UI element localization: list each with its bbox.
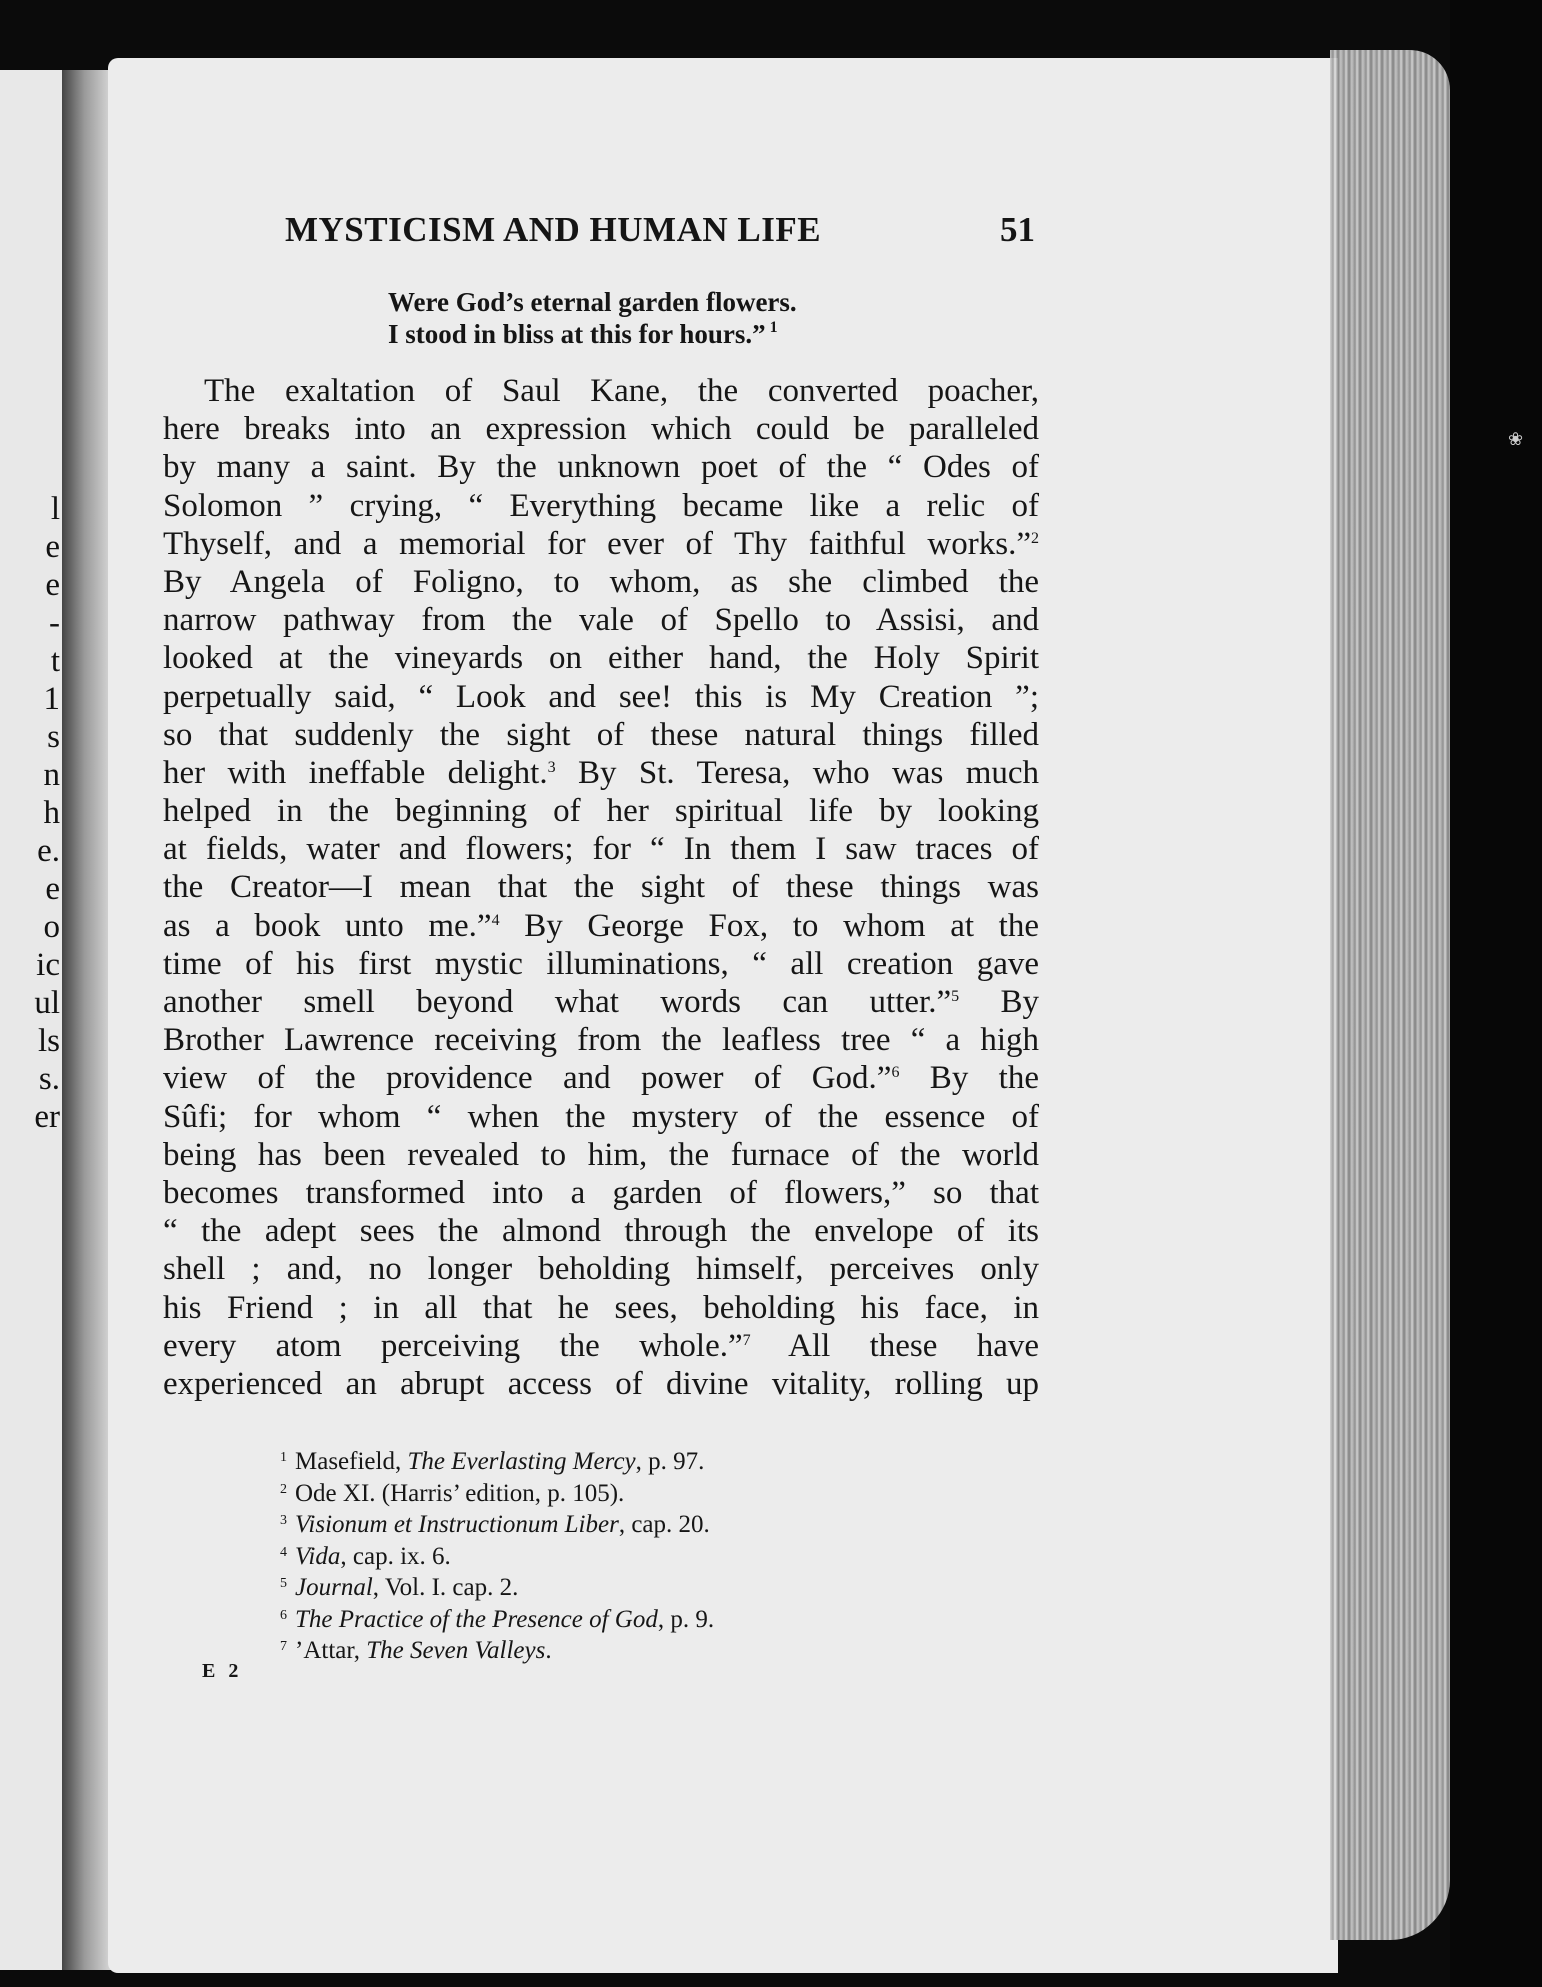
footnote-number: 5 (280, 1576, 287, 1591)
footnote (280, 1635, 840, 1667)
footnote-citation: , cap. ix. 6. (340, 1542, 451, 1570)
text-line-content: helped in the beginning of her spiritual life by looking (163, 793, 1039, 830)
footnote (280, 1478, 840, 1510)
text-line-content: by many a saint. By the unknown poet of the “ Odes of (163, 449, 1039, 486)
text-line (163, 945, 1039, 983)
verse-quote (388, 286, 948, 350)
footnote-marker: 7 (742, 1331, 751, 1349)
footnote-citation: , p. 97. (635, 1448, 705, 1475)
facing-page-fragment: - (49, 605, 60, 641)
facing-page-fragment: ul (34, 985, 60, 1021)
text-line-content: Thyself, and a memorial for ever of Thy faithful works.” (163, 525, 1031, 562)
text-line (163, 1136, 1039, 1174)
text-line-content: her with ineffable delight. (163, 754, 548, 791)
text-line-content: his Friend ; in all that he sees, beholding his face, in (163, 1289, 1039, 1326)
signature-mark: E 2 (202, 1660, 243, 1682)
text-line-content: experienced an abrupt access of divine vitality, rolling up (163, 1365, 1039, 1402)
facing-page-fragment: er (34, 1099, 60, 1135)
verse-line (388, 286, 948, 318)
facing-page-fragment: e (45, 871, 60, 907)
footnote-number: 4 (280, 1544, 287, 1560)
body-text (163, 372, 1039, 1403)
text-line (163, 716, 1039, 754)
facing-page-fragment: l (50, 491, 60, 527)
text-line-content: “ the adept sees the almond through the envelope of its (163, 1213, 1039, 1250)
footnote-text: Ode XI. (Harris’ edition, p. 105). (295, 1479, 625, 1507)
background-dark (1450, 0, 1542, 1987)
text-line (163, 1212, 1039, 1250)
facing-page-fragment: o (43, 909, 60, 945)
page-title: MYSTICISM AND HUMAN LIFE (285, 210, 822, 249)
footnote-number: 1 (280, 1450, 287, 1465)
text-line (163, 907, 1039, 945)
text-line (163, 1289, 1039, 1327)
footnote-citation: . (545, 1637, 552, 1664)
footnote-citation: , Vol. I. cap. 2. (372, 1574, 519, 1601)
footnote-marker: 6 (891, 1064, 900, 1082)
footnote-number: 7 (280, 1639, 287, 1654)
footnote (280, 1446, 840, 1478)
footnote-number: 2 (280, 1481, 287, 1497)
text-line (163, 639, 1039, 677)
text-line-content: as a book unto me.” (163, 907, 492, 944)
facing-page-fragment: e (45, 529, 60, 565)
footnote-text: Masefield, (295, 1448, 408, 1475)
text-line-content: looked at the vineyards on either hand, the Holy Spirit (163, 640, 1039, 677)
facing-page-fragment: s. (38, 1061, 60, 1097)
text-line (163, 868, 1039, 906)
text-line (163, 1059, 1039, 1097)
text-line-content: every atom perceiving the whole.” (163, 1327, 743, 1364)
footnote-work-title: Visionum et Instructionum Liber (295, 1511, 619, 1538)
text-line-continuation: By St. Teresa, who was much (555, 754, 1039, 791)
footnote-work-title: Journal (295, 1574, 373, 1601)
page-edges (1330, 50, 1450, 1940)
text-line (163, 1327, 1039, 1365)
footnote-work-title: The Practice of the Presence of God (295, 1605, 658, 1633)
text-line-content: at fields, water and flowers; for “ In them I saw traces of (163, 831, 1039, 868)
facing-page-fragment: s (47, 719, 60, 755)
facing-page-fragment: e (45, 567, 60, 603)
text-line (163, 1365, 1039, 1403)
facing-page (0, 70, 62, 1970)
verse-line-text: I stood in bliss at this for hours.” (388, 319, 766, 349)
text-line-content: narrow pathway from the vale of Spello to Assisi, and (163, 602, 1039, 639)
footnote-work-title: The Seven Valleys (366, 1637, 546, 1664)
running-head (285, 210, 1035, 260)
facing-page-fragment: e. (37, 833, 60, 869)
footnote-text: ’Attar, (295, 1637, 367, 1664)
text-line (163, 448, 1039, 486)
footnote-marker: 1 (765, 319, 778, 336)
facing-page-fragment: t (50, 643, 60, 679)
text-line (163, 1021, 1039, 1059)
text-line (163, 792, 1039, 830)
text-line (163, 525, 1039, 563)
text-line-content: Brother Lawrence receiving from the leafless tree “ a high (163, 1022, 1039, 1059)
text-line-content: being has been revealed to him, the furnace of the world (163, 1136, 1039, 1173)
book-gutter (62, 70, 112, 1970)
text-line (163, 1250, 1039, 1288)
verse-line (388, 318, 948, 350)
footnote-marker: 2 (1031, 529, 1039, 547)
text-line (163, 372, 1039, 410)
text-line (163, 830, 1039, 868)
text-line-content: time of his first mystic illuminations, “ all creation gave (163, 945, 1039, 982)
text-line (163, 983, 1039, 1021)
text-line (163, 754, 1039, 792)
text-line-content: shell ; and, no longer beholding himself, perceives only (163, 1251, 1039, 1288)
facing-page-fragment: n (43, 757, 60, 793)
footnote-marker: 4 (491, 911, 500, 929)
footnote (280, 1604, 840, 1636)
footnote-number: 6 (280, 1607, 287, 1623)
footnote-work-title: Vida (295, 1542, 341, 1570)
facing-page-fragment: ls (37, 1023, 60, 1059)
text-line-continuation: All these have (750, 1327, 1039, 1364)
facing-page-text-fragments (0, 490, 60, 1136)
facing-page-fragment: h (43, 795, 60, 831)
text-line (163, 1174, 1039, 1212)
speck-mark: ❀ (1508, 429, 1524, 449)
footnote-number: 3 (280, 1513, 287, 1528)
facing-page-fragment: ic (36, 947, 60, 983)
text-line-content: Solomon ” crying, “ Everything became like a relic of (163, 487, 1039, 524)
footnote-marker: 5 (951, 988, 960, 1005)
footnote (280, 1572, 840, 1604)
text-line-content: The exaltation of Saul Kane, the converted poacher, (204, 373, 1039, 409)
footnote (280, 1541, 840, 1573)
footnote-marker: 3 (547, 758, 556, 776)
text-line (163, 1098, 1039, 1136)
text-line-content: the Creator—I mean that the sight of these things was (163, 869, 1039, 906)
text-line (163, 601, 1039, 639)
text-line-continuation: By the (899, 1060, 1039, 1097)
text-line-continuation: By (959, 984, 1039, 1020)
text-line-content: becomes transformed into a garden of flowers,” so that (163, 1174, 1039, 1211)
text-line-content: view of the providence and power of God.” (163, 1060, 892, 1097)
text-line (163, 678, 1039, 716)
text-line-content: Sûfi; for whom “ when the mystery of the essence of (163, 1098, 1039, 1135)
facing-page-fragment: 1 (43, 681, 60, 717)
text-line-content: so that suddenly the sight of these natural things filled (163, 716, 1039, 753)
footnote-work-title: The Everlasting Mercy (407, 1448, 636, 1475)
footnote-citation: , p. 9. (657, 1605, 715, 1633)
text-line-continuation: By George Fox, to whom at the (499, 907, 1039, 944)
footnotes (280, 1446, 840, 1667)
text-line-content: here breaks into an expression which could be paralleled (163, 411, 1039, 448)
verse-line-text: Were God’s eternal garden flowers. (388, 287, 797, 317)
text-line (163, 410, 1039, 448)
text-line-content: By Angela of Foligno, to whom, as she climbed the (163, 563, 1039, 600)
text-line-content: another smell beyond what words can utter.” (163, 984, 952, 1020)
page-number: 51 (1000, 210, 1035, 249)
text-line (163, 563, 1039, 601)
footnote (280, 1509, 840, 1541)
text-line (163, 487, 1039, 525)
footnote-citation: , cap. 20. (618, 1511, 710, 1538)
text-line-content: perpetually said, “ Look and see! this is My Creation ”; (163, 678, 1039, 715)
